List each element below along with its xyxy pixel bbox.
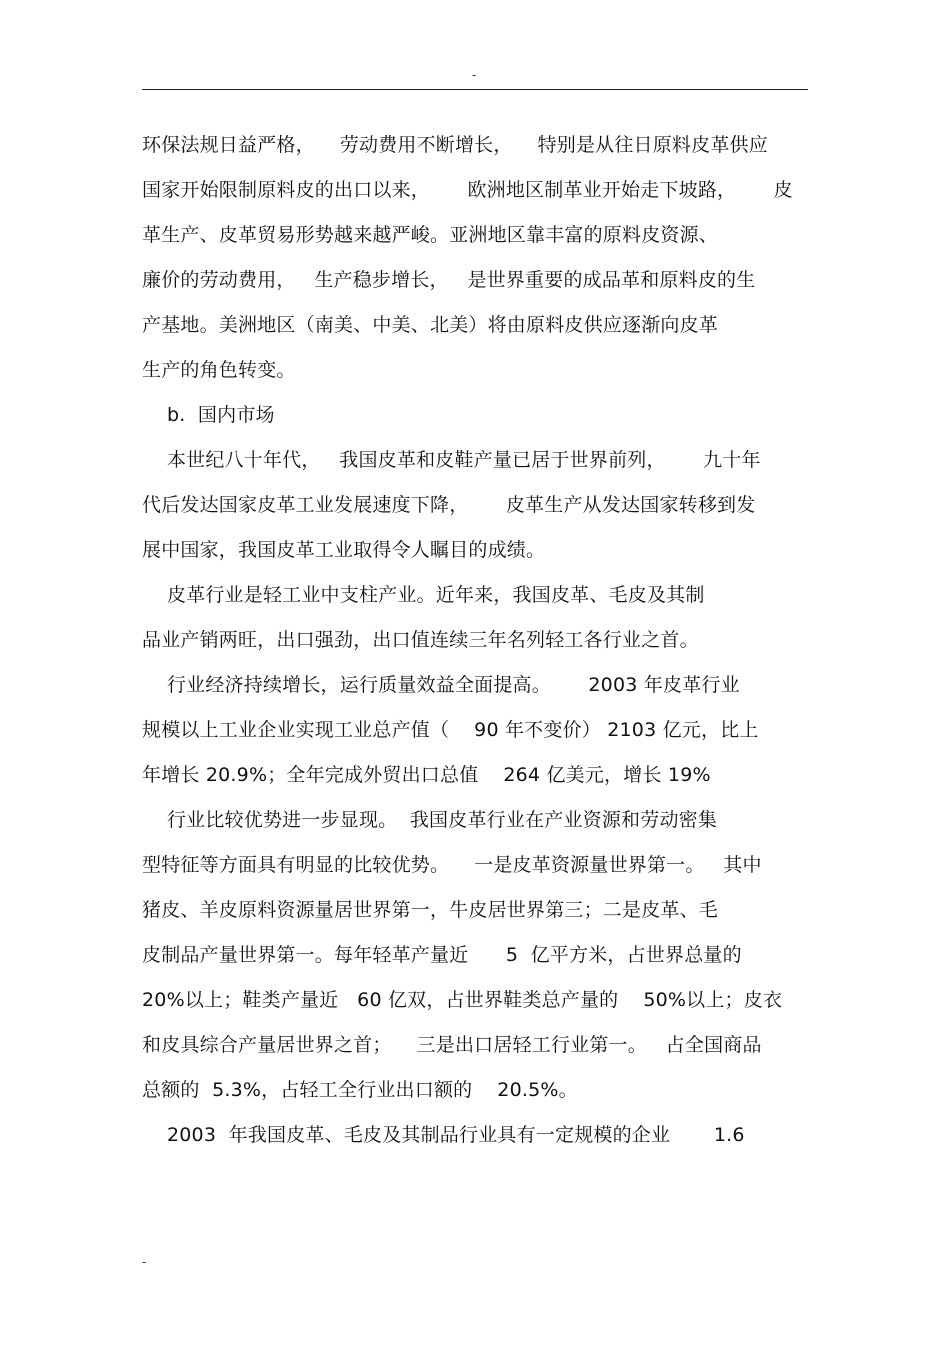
- text-line: 皮制品产量世界第一。每年轻革产量近 5 亿平方米，占世界总量的: [142, 944, 742, 966]
- header-rule: [142, 89, 808, 90]
- text-line: 2003 年我国皮革、毛皮及其制品行业具有一定规模的企业 1.6: [142, 1124, 745, 1146]
- text-line: 20%以上；鞋类产量近 60 亿双，占世界鞋类总产量的 50%以上；皮衣: [142, 989, 783, 1011]
- text-line: 行业经济持续增长，运行质量效益全面提高。 2003 年皮革行业: [142, 674, 740, 696]
- text-line: 展中国家，我国皮革工业取得令人瞩目的成绩。: [142, 539, 546, 561]
- document-body: [142, 125, 812, 1160]
- text-line: 国家开始限制原料皮的出口以来， 欧洲地区制革业开始走下坡路， 皮: [142, 179, 793, 201]
- text-line: 环保法规日益严格， 劳动费用不断增长， 特别是从往日原料皮革供应: [142, 134, 768, 156]
- page-header: [142, 70, 808, 90]
- text-line: 行业比较优势进一步显现。 我国皮革行业在产业资源和劳动密集: [142, 809, 718, 831]
- text-line: 廉价的劳动费用， 生产稳步增长， 是世界重要的成品革和原料皮的生: [142, 269, 756, 291]
- text-line: 产基地。美洲地区（南美、中美、北美）将由原料皮供应逐渐向皮革: [142, 314, 719, 336]
- text-line: 品业产销两旺，出口强劲，出口值连续三年名列轻工各行业之首。: [142, 629, 699, 651]
- text-line: 本世纪八十年代， 我国皮革和皮鞋产量已居于世界前列， 九十年: [142, 449, 761, 471]
- header-mark: -: [472, 68, 477, 82]
- section-heading: b. 国内市场: [142, 404, 275, 426]
- text-line: 革生产、皮革贸易形势越来越严峻。亚洲地区靠丰富的原料皮资源、: [142, 224, 719, 246]
- text-line: 总额的 5.3%，占轻工全行业出口额的 20.5%。: [142, 1079, 578, 1101]
- text-line: 代后发达国家皮革工业发展速度下降， 皮革生产从发达国家转移到发: [142, 494, 756, 516]
- text-line: 生产的角色转变。: [142, 359, 296, 381]
- text-line: 型特征等方面具有明显的比较优势。 一是皮革资源量世界第一。 其中: [142, 854, 762, 876]
- footer-mark: -: [142, 1255, 147, 1269]
- text-line: 和皮具综合产量居世界之首； 三是出口居轻工行业第一。 占全国商品: [142, 1034, 762, 1056]
- text-line: 猪皮、羊皮原料资源量居世界第一，牛皮居世界第三；二是皮革、毛: [142, 899, 719, 921]
- text-line: 皮革行业是轻工业中支柱产业。近年来，我国皮革、毛皮及其制: [142, 584, 705, 606]
- text-line: 年增长 20.9%；全年完成外贸出口总值 264 亿美元，增长 19%: [142, 764, 711, 786]
- text-line: 规模以上工业企业实现工业总产值（ 90 年不变价） 2103 亿元，比上: [142, 719, 759, 741]
